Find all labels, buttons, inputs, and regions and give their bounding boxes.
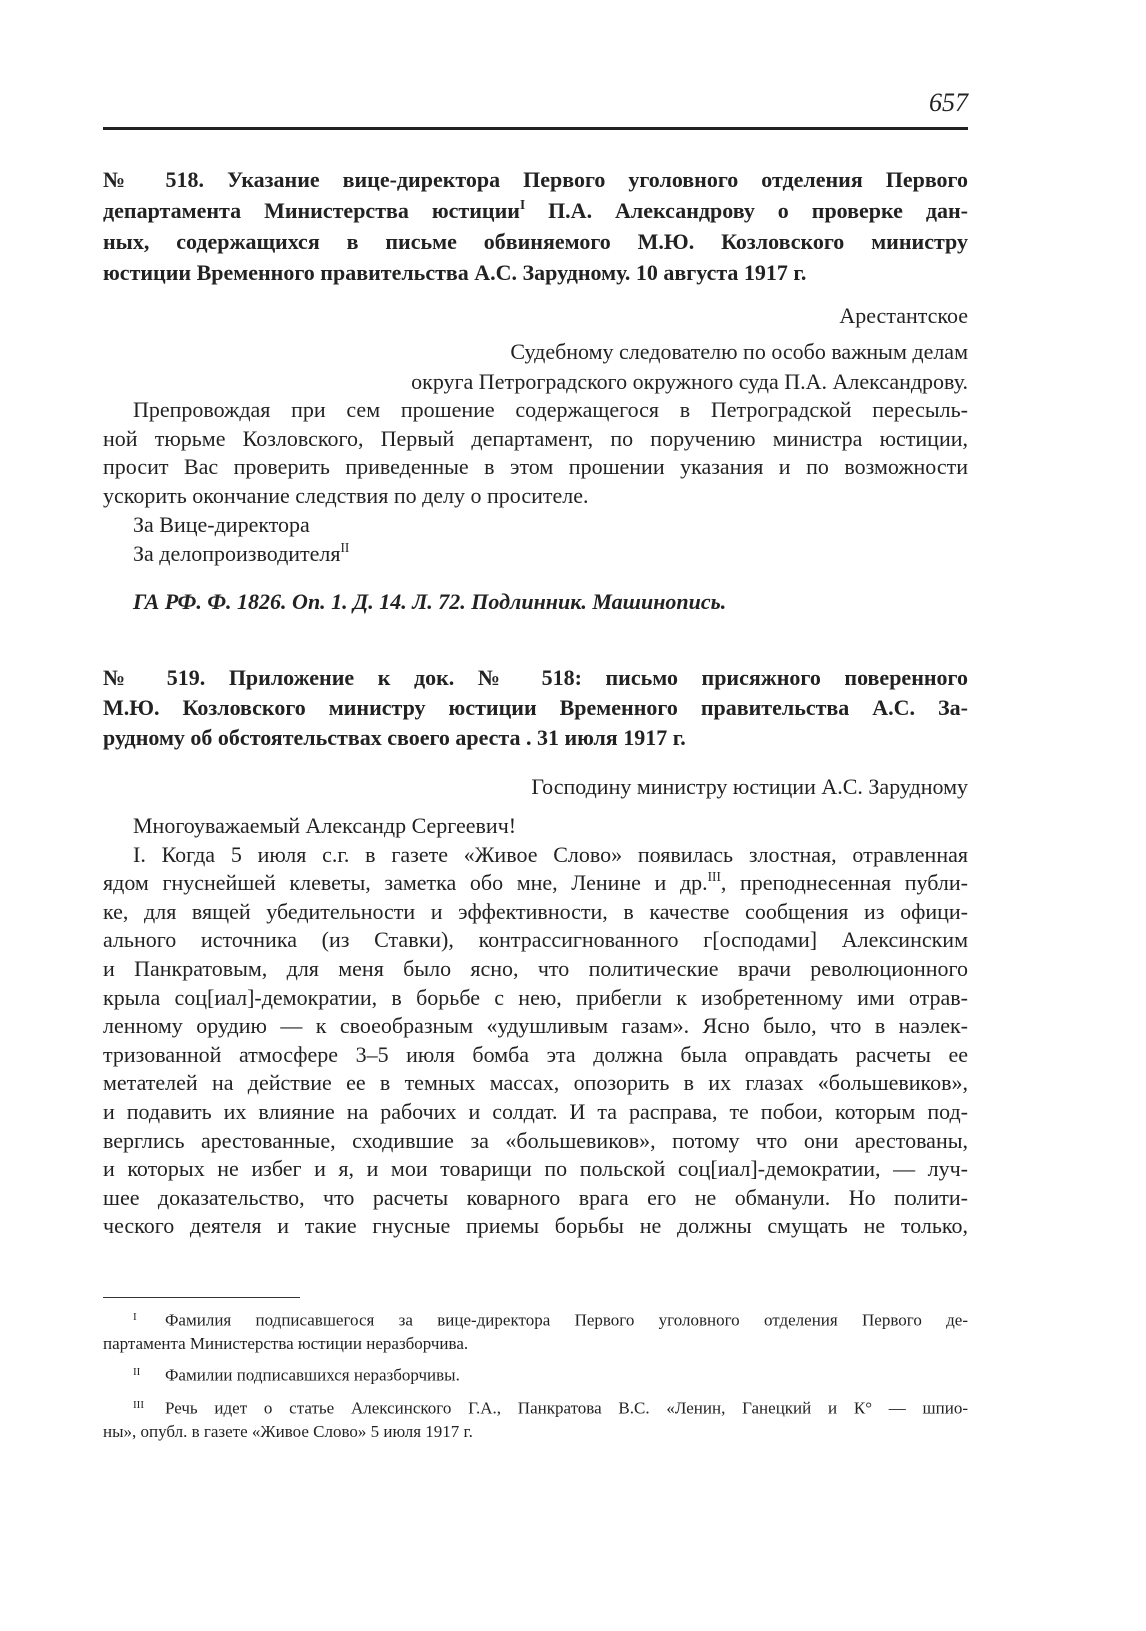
- footnote-marker: I: [133, 1311, 137, 1323]
- text-segment: юстиции Временного правительства А.С. Зарудному. 10 августа 1917 г.: [103, 260, 807, 285]
- footnote-line: [103, 1361, 968, 1387]
- footnote-ref: I: [519, 196, 526, 212]
- header-rule: [103, 127, 968, 130]
- footnote-ref: II: [340, 539, 350, 555]
- footnote-text: Речь идет о статье Алексинского Г.А., Панкратова В.С. «Ленин, Ганецкий и К° — шпио-: [165, 1398, 968, 1418]
- text-segment: М.Ю. Козловского министру юстиции Временного правительства А.С. За-: [103, 695, 968, 720]
- text-segment: просит Вас проверить приведенные в этом прошении указания и по возможности: [103, 454, 968, 480]
- doc-518-source: [103, 587, 968, 617]
- footnote-ref: III: [707, 868, 721, 884]
- addressee-line: округа Петроградского окружного суда П.А. Александрову.: [411, 369, 968, 394]
- text-segment: и которых не избег и я, и мои товарищи по польской соц[иал]-демократии, — луч-: [103, 1156, 968, 1182]
- text-segment: П.А. Александрову о проверке дан-: [525, 198, 969, 223]
- text-line: [103, 226, 968, 257]
- text-line: [103, 693, 968, 723]
- addressee-line: Судебному следователю по особо важным делам: [510, 339, 968, 364]
- text-line: [103, 540, 968, 569]
- footnote-line: [103, 1306, 968, 1332]
- text-segment: и Панкратовым, для меня было ясно, что политические врачи революционного: [103, 955, 968, 981]
- text-segment: шее доказательство, что расчеты коварного врага его не обманули. Но полити-: [103, 1184, 968, 1210]
- text-segment: , преподнесенная публи-: [720, 870, 968, 896]
- footnote-line: [103, 1332, 968, 1355]
- text-segment: За делопроизводителя: [133, 540, 341, 566]
- page-number: 657: [929, 88, 968, 117]
- text-segment: За Вице-директора: [133, 512, 310, 537]
- text-line: [103, 1041, 968, 1070]
- letter-body: [103, 841, 968, 1241]
- footnote-rule: [103, 1297, 300, 1298]
- text-segment: рудному об обстоятельствах своего ареста . 31 июля 1917 г.: [103, 725, 686, 750]
- text-segment: ядом гнуснейшей клеветы, заметка обо мне, Ленине и др.: [103, 870, 708, 896]
- text-line: [103, 257, 968, 288]
- footnote-text: Фамилии подписавшихся неразборчивы.: [165, 1365, 460, 1385]
- text-segment: ускорить окончание следствия по делу о просителе.: [103, 483, 589, 509]
- footnote-text: Фамилия подписавшегося за вице-директора Первого уголовного отделения Первого де-: [165, 1310, 968, 1330]
- footnote-text: партамента Министерства юстиции неразборчива.: [103, 1333, 469, 1353]
- footnote-marker: III: [133, 1399, 144, 1411]
- text-segment: департамента Министерства юстиции: [103, 198, 520, 223]
- footnote-text: ны», опубл. в газете «Живое Слово» 5 июля 1917 г.: [103, 1421, 473, 1441]
- text-line: [103, 396, 968, 425]
- text-segment: метателей на действие ее в темных массах, опозорить в их глазах «большевиков»,: [103, 1070, 968, 1096]
- text-segment: крыла соц[иал]-демократии, в борьбе с нею, прибегли к изобретенному ими отрав-: [103, 984, 968, 1010]
- text-line: [103, 663, 968, 693]
- salutation: Многоуважаемый Александр Сергеевич!: [133, 813, 517, 838]
- doc-519-letter: [103, 812, 968, 1241]
- text-segment: тризованной атмосфере 3–5 июля бомба эта должна была оправдать расчеты ее: [103, 1041, 968, 1067]
- text-line: [103, 1012, 968, 1041]
- text-segment: ке, для вящей убедительности и эффективности, в качестве сообщения из офици-: [103, 898, 968, 924]
- text-line: [103, 164, 968, 195]
- text-segment: ленному орудию — к своеобразным «удушливым газам». Ясно было, что в наэлек-: [103, 1013, 968, 1039]
- footnote-1: [103, 1306, 968, 1355]
- text-segment: № 519. Приложение к док. № 518: письмо присяжного поверенного: [103, 665, 968, 690]
- text-segment: ной тюрьме Козловского, Первый департамент, по поручению министра юстиции,: [103, 425, 968, 451]
- text-segment: и подавить их влияние на рабочих и солдат. И та расправа, те побои, которым под-: [103, 1098, 968, 1124]
- doc-518-addressee: [103, 337, 968, 397]
- footnote-line: [103, 1394, 968, 1420]
- doc-518-signatures: [103, 511, 968, 568]
- footnote-marker: II: [133, 1366, 141, 1378]
- doc-519-heading: [103, 663, 968, 753]
- text-line: [103, 1212, 968, 1241]
- arrest-mark: Арестантское: [839, 303, 968, 328]
- text-line: [103, 482, 968, 511]
- text-line: [103, 511, 968, 540]
- text-line: [103, 425, 968, 454]
- text-line: [103, 869, 968, 898]
- addressee-line: Господину министру юстиции А.С. Зарудному: [531, 774, 968, 799]
- text-line: [103, 453, 968, 482]
- text-line: [103, 1155, 968, 1184]
- text-segment: Препровождая при сем прошение содержащегося в Петроградской пересыль-: [133, 397, 968, 422]
- text-line: [103, 1184, 968, 1213]
- text-segment: ных, содержащихся в письме обвиняемого М.Ю. Козловского министру: [103, 229, 968, 254]
- text-line: [103, 1127, 968, 1156]
- doc-519-addressee: [103, 772, 968, 802]
- footnote-line: [103, 1420, 968, 1443]
- text-line: [103, 955, 968, 984]
- doc-518-body: [103, 396, 968, 511]
- text-line: [103, 723, 968, 753]
- text-line: [103, 1098, 968, 1127]
- doc-518-mark: [103, 301, 968, 330]
- footnote-3: [103, 1394, 968, 1443]
- text-line: [103, 841, 968, 870]
- text-line: [103, 926, 968, 955]
- text-segment: ального источника (из Ставки), контрассигнованного г[осподами] Алексинским: [103, 927, 968, 953]
- text-line: [103, 195, 968, 226]
- text-segment: I. Когда 5 июля с.г. в газете «Живое Слово» появилась злостная, отравленная: [133, 841, 968, 867]
- footnote-2: [103, 1361, 968, 1387]
- text-line: [103, 984, 968, 1013]
- text-segment: № 518. Указание вице-директора Первого уголовного отделения Первого: [103, 167, 968, 192]
- text-line: [103, 898, 968, 927]
- doc-518-heading: [103, 164, 968, 288]
- text-segment: верглись арестованные, сходившие за «большевиков», потому что они арестованы,: [103, 1127, 968, 1153]
- text-segment: ческого деятеля и такие гнусные приемы борьбы не должны смущать не только,: [103, 1213, 968, 1239]
- archive-source: ГА РФ. Ф. 1826. Оп. 1. Д. 14. Л. 72. Подлинник. Машинопись.: [133, 589, 727, 614]
- text-line: [103, 1069, 968, 1098]
